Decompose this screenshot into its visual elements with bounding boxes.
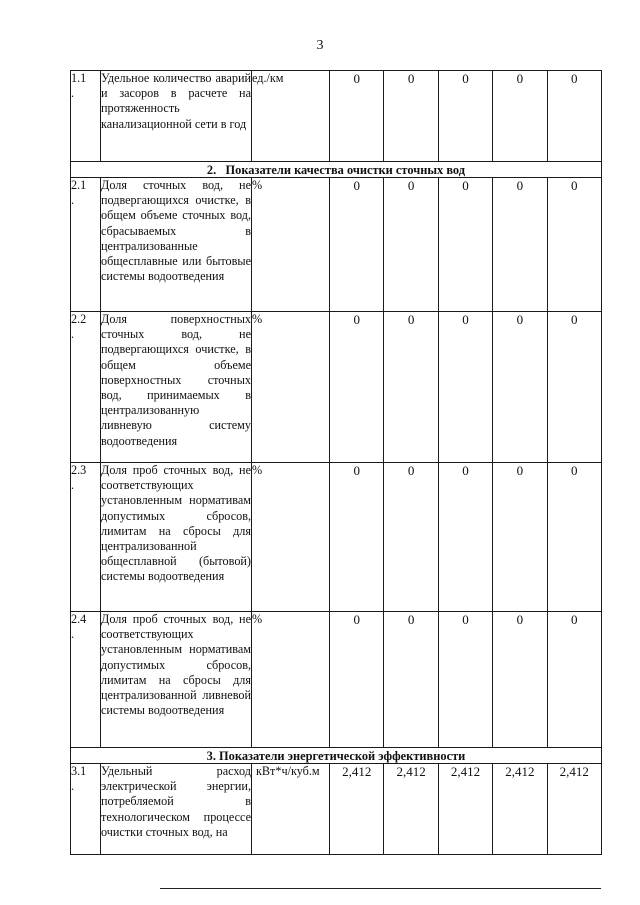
row-number: 1.1 . xyxy=(71,71,101,162)
value-cell: 2,412 xyxy=(547,764,601,855)
value-cell: 2,412 xyxy=(438,764,492,855)
value-cell: 0 xyxy=(547,463,601,612)
indicator-name: Удельное количество аварий и засоров в расчете на протяженность канализационной сети в год xyxy=(101,71,252,162)
row-number: 2.4 . xyxy=(71,612,101,748)
value-cell: 0 xyxy=(330,178,384,312)
row-number: 2.3 . xyxy=(71,463,101,612)
row-number: 3.1 . xyxy=(71,764,101,855)
value-cell: 0 xyxy=(384,178,438,312)
value-cell: 0 xyxy=(330,463,384,612)
unit: ед./км xyxy=(252,71,330,162)
value-cell: 0 xyxy=(547,612,601,748)
table-row-2-1 xyxy=(71,178,602,312)
section-title: 2. Показатели качества очистки сточных вод xyxy=(71,162,602,178)
value-cell: 0 xyxy=(438,463,492,612)
indicator-name: Доля проб сточных вод, не соответствующих установленным нормативам допустимых сбросов, лимитам на сбросы для централизованной ливневой системы водоотведения xyxy=(101,612,252,748)
value-cell: 0 xyxy=(493,463,547,612)
unit: % xyxy=(252,312,330,463)
value-cell: 0 xyxy=(438,178,492,312)
value-cell: 0 xyxy=(330,612,384,748)
unit: кВт*ч/куб.м xyxy=(252,764,330,855)
indicator-name: Доля проб сточных вод, не соответствующих установленным нормативам допустимых сбросов, лимитам на сбросы для централизованной общесплавной (бытовой) системы водоотведения xyxy=(101,463,252,612)
value-cell: 0 xyxy=(330,312,384,463)
value-cell: 0 xyxy=(384,463,438,612)
value-cell: 0 xyxy=(438,612,492,748)
unit: % xyxy=(252,463,330,612)
value-cell: 0 xyxy=(438,312,492,463)
unit: % xyxy=(252,178,330,312)
value-cell: 0 xyxy=(493,178,547,312)
value-cell: 0 xyxy=(547,178,601,312)
table-row-1-1 xyxy=(71,71,602,162)
footer-rule xyxy=(160,888,601,889)
value-cell: 2,412 xyxy=(330,764,384,855)
table-row-2-4 xyxy=(71,612,602,748)
indicators-table xyxy=(70,70,602,855)
section-header-2 xyxy=(71,162,602,178)
indicator-name: Доля поверхностных сточных вод, не подвергающихся очистке, в общем объеме поверхностных сточных вод, принимаемых в централизованную ливневую систему водоотведения xyxy=(101,312,252,463)
row-number: 2.2 . xyxy=(71,312,101,463)
table-row-2-3 xyxy=(71,463,602,612)
value-cell: 0 xyxy=(493,71,547,162)
table-row-3-1 xyxy=(71,764,602,855)
table-row-2-2 xyxy=(71,312,602,463)
section-title: 3. Показатели энергетической эффективности xyxy=(71,748,602,764)
value-cell: 0 xyxy=(493,612,547,748)
unit: % xyxy=(252,612,330,748)
indicator-name: Доля сточных вод, не подвергающихся очистке, в общем объеме сточных вод, сбрасываемых в централизованные общесплавные или бытовые системы водоотведения xyxy=(101,178,252,312)
value-cell: 2,412 xyxy=(493,764,547,855)
row-number: 2.1 . xyxy=(71,178,101,312)
value-cell: 0 xyxy=(330,71,384,162)
value-cell: 0 xyxy=(384,612,438,748)
value-cell: 2,412 xyxy=(384,764,438,855)
section-header-3 xyxy=(71,748,602,764)
page-number: 3 xyxy=(316,38,324,53)
value-cell: 0 xyxy=(547,312,601,463)
value-cell: 0 xyxy=(547,71,601,162)
indicator-name: Удельный расход электрической энергии, потребляемой в технологическом процессе очистки сточных вод, на xyxy=(101,764,252,855)
value-cell: 0 xyxy=(384,71,438,162)
value-cell: 0 xyxy=(493,312,547,463)
value-cell: 0 xyxy=(438,71,492,162)
value-cell: 0 xyxy=(384,312,438,463)
